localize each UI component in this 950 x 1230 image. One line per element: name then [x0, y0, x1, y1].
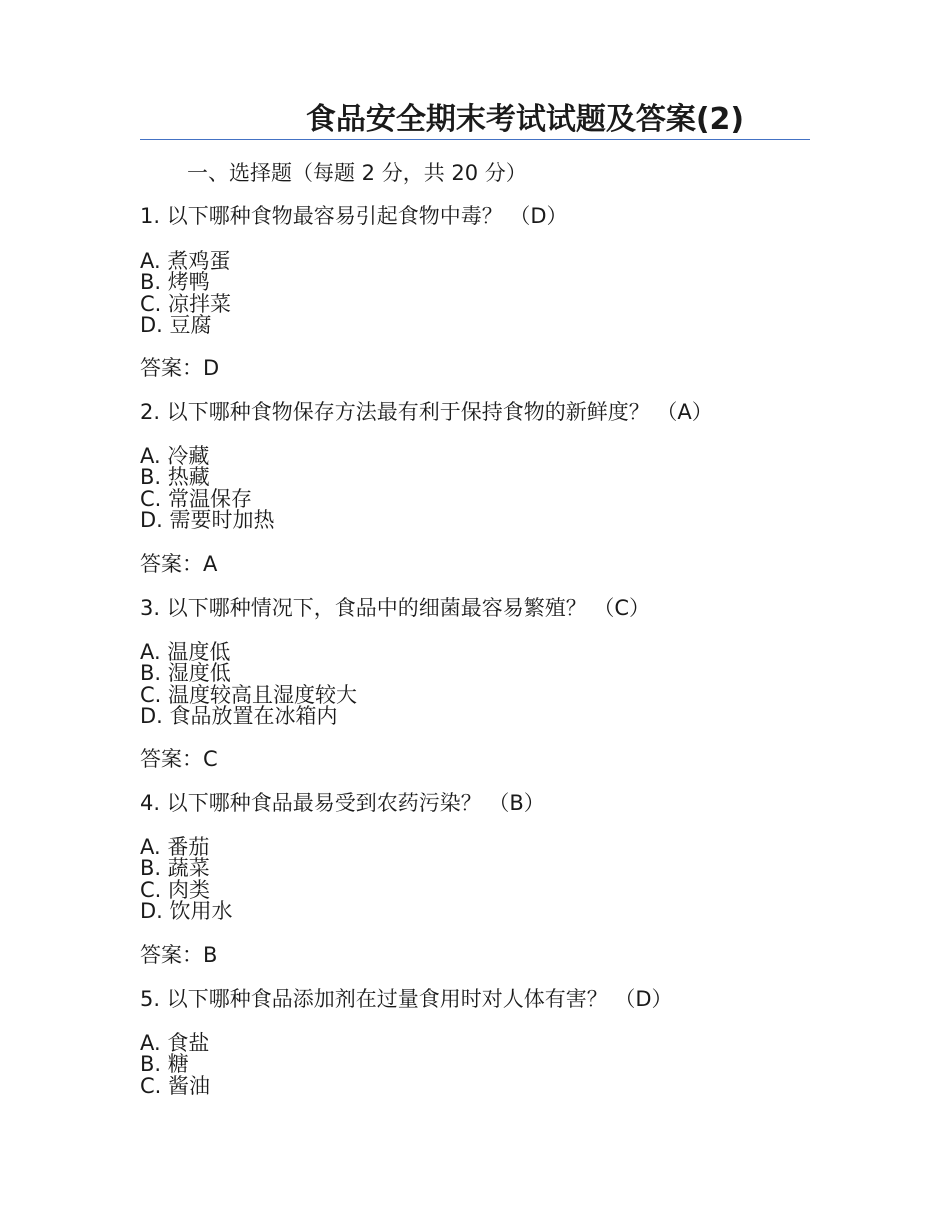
document-title: 食品安全期末考试试题及答案(2) — [305, 102, 745, 137]
question-option: D. 饮用水 — [140, 899, 233, 923]
question-option: C. 肉类 — [140, 878, 211, 902]
question-option: D. 豆腐 — [140, 313, 212, 337]
question-stem: 4. 以下哪种食品最易受到农药污染？ （B） — [140, 791, 545, 815]
question-stem: 3. 以下哪种情况下，食品中的细菌最容易繁殖？ （C） — [140, 596, 651, 620]
question-option: D. 需要时加热 — [140, 508, 275, 532]
section-heading: 一、选择题（每题 2 分，共 20 分） — [187, 161, 527, 185]
question-option: A. 煮鸡蛋 — [140, 249, 231, 273]
question-option: A. 食盐 — [140, 1031, 210, 1055]
question-stem: 2. 以下哪种食物保存方法最有利于保持食物的新鲜度？ （A） — [140, 400, 713, 424]
question-option: B. 烤鸭 — [140, 270, 210, 294]
question-option: B. 湿度低 — [140, 661, 231, 685]
question-option: B. 蔬菜 — [140, 856, 210, 880]
question-option: D. 食品放置在冰箱内 — [140, 704, 338, 728]
question-option: B. 热藏 — [140, 465, 210, 489]
question-option: A. 温度低 — [140, 640, 231, 664]
question-option: A. 冷藏 — [140, 444, 210, 468]
answer-line: 答案：C — [140, 747, 218, 771]
title-underline — [140, 139, 810, 140]
question-option: A. 番茄 — [140, 835, 210, 859]
question-option: C. 常温保存 — [140, 487, 253, 511]
question-option: B. 糖 — [140, 1052, 189, 1076]
question-option: C. 温度较高且湿度较大 — [140, 683, 358, 707]
answer-line: 答案：D — [140, 356, 220, 380]
question-option: C. 凉拌菜 — [140, 292, 232, 316]
question-option: C. 酱油 — [140, 1074, 211, 1098]
answer-line: 答案：B — [140, 943, 218, 967]
answer-line: 答案：A — [140, 552, 218, 576]
question-stem: 1. 以下哪种食物最容易引起食物中毒？ （D） — [140, 204, 568, 228]
question-stem: 5. 以下哪种食品添加剂在过量食用时对人体有害？ （D） — [140, 987, 673, 1011]
